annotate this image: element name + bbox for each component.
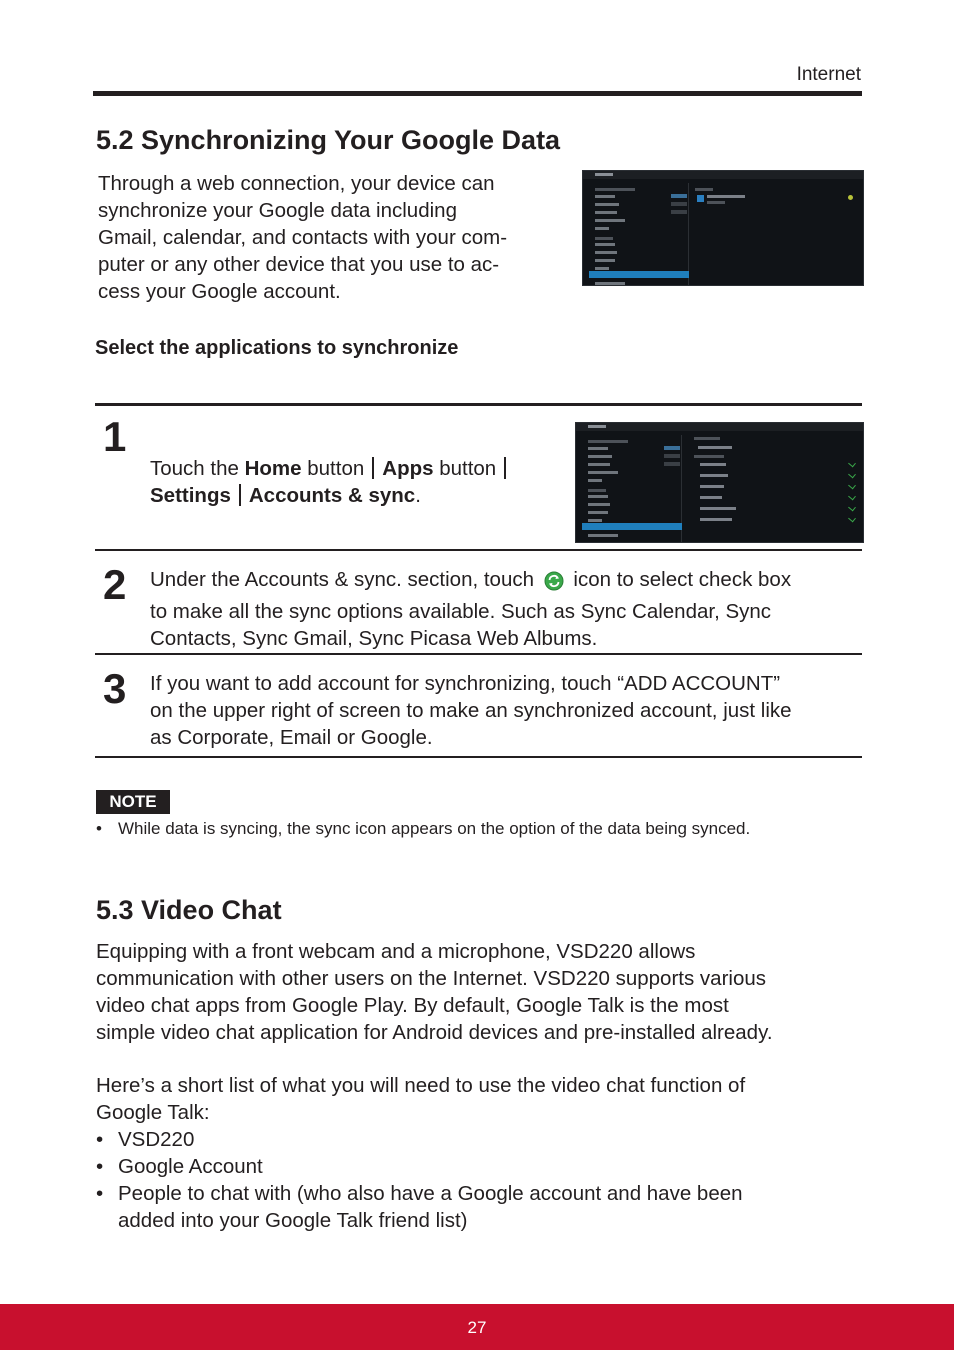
- para-line: Here’s a short list of what you will need to use the video chat function of: [96, 1074, 746, 1097]
- para-line: Equipping with a front webcam and a microphone, VSD220 allows: [96, 940, 696, 963]
- step-1-text-b: button: [301, 457, 365, 480]
- para-line: Google Talk:: [96, 1101, 210, 1124]
- requirements-list: [96, 1126, 743, 1234]
- step-1-accounts: Accounts & sync: [248, 484, 416, 507]
- separator: [504, 457, 506, 479]
- step-2-line-3: Contacts, Sync Gmail, Sync Picasa Web Albums.: [150, 627, 598, 650]
- intro-line: puter or any other device that you use to ac-: [98, 253, 500, 276]
- section-53-para-1: [96, 938, 773, 1046]
- step-2-number: 2: [103, 561, 127, 608]
- step-1-text-a: Touch the: [150, 457, 245, 480]
- step-1-apps: Apps: [382, 457, 434, 480]
- step-3-line: as Corporate, Email or Google.: [150, 726, 433, 749]
- intro-line: Through a web connection, your device can: [98, 172, 495, 195]
- select-apps-subheading: Select the applications to synchronize: [95, 337, 459, 359]
- intro-line: synchronize your Google data including: [98, 199, 457, 222]
- section-53-para-2: [96, 1072, 745, 1126]
- header-section-label: Internet: [796, 64, 861, 85]
- steps-bottom-rule: [95, 756, 862, 758]
- page-number: 27: [467, 1318, 487, 1337]
- separator: [372, 457, 374, 479]
- step-3-line: on the upper right of screen to make an synchronized account, just like: [150, 699, 792, 722]
- list-item: • VSD220: [96, 1126, 743, 1153]
- separator: [239, 484, 241, 506]
- step-1-text: [150, 455, 514, 509]
- header-rule: [93, 91, 862, 96]
- list-item-line: • People to chat with (who also have a Google account and have been: [118, 1182, 743, 1205]
- step-3-text: [150, 670, 792, 751]
- note-badge: NOTE: [96, 790, 170, 814]
- list-item: [96, 1180, 743, 1234]
- note-item: • While data is syncing, the sync icon appears on the option of the data being synced.: [96, 819, 750, 839]
- step-3-number: 3: [103, 665, 127, 712]
- step-1-home: Home: [244, 457, 302, 480]
- step-divider: [95, 653, 862, 655]
- section-52-title: 5.2 Synchronizing Your Google Data: [96, 125, 561, 155]
- step-2-text: [150, 566, 791, 652]
- step-2-line-1b: icon to select check box: [573, 568, 792, 591]
- list-item: • Google Account: [96, 1153, 743, 1180]
- para-line: simple video chat application for Android devices and pre-installed already.: [96, 1021, 773, 1044]
- step-1-settings: Settings: [150, 484, 231, 507]
- steps-top-rule: [95, 403, 862, 406]
- note-list: [96, 819, 750, 839]
- para-line: video chat apps from Google Play. By default, Google Talk is the most: [96, 994, 729, 1017]
- accounts-settings-screenshot: [582, 170, 864, 286]
- sync-icon: [544, 571, 564, 598]
- section-53-title: 5.3 Video Chat: [96, 895, 282, 925]
- para-line: communication with other users on the Internet. VSD220 supports various: [96, 967, 767, 990]
- section-52-intro: [98, 170, 507, 305]
- step-1-number: 1: [103, 413, 127, 460]
- step-2-line-2: to make all the sync options available. Such as Sync Calendar, Sync: [150, 600, 772, 623]
- step-1-end: .: [415, 484, 421, 507]
- step-1-text-c: button: [433, 457, 497, 480]
- step-divider: [95, 549, 862, 551]
- step-3-line: If you want to add account for synchronizing, touch “ADD ACCOUNT”: [150, 672, 781, 695]
- step-2-line-1a: Under the Accounts & sync. section, touch: [150, 568, 535, 591]
- intro-line: cess your Google account.: [98, 280, 341, 303]
- sync-options-screenshot: [575, 422, 864, 543]
- list-item-line: added into your Google Talk friend list): [118, 1209, 468, 1232]
- intro-line: Gmail, calendar, and contacts with your com-: [98, 226, 508, 249]
